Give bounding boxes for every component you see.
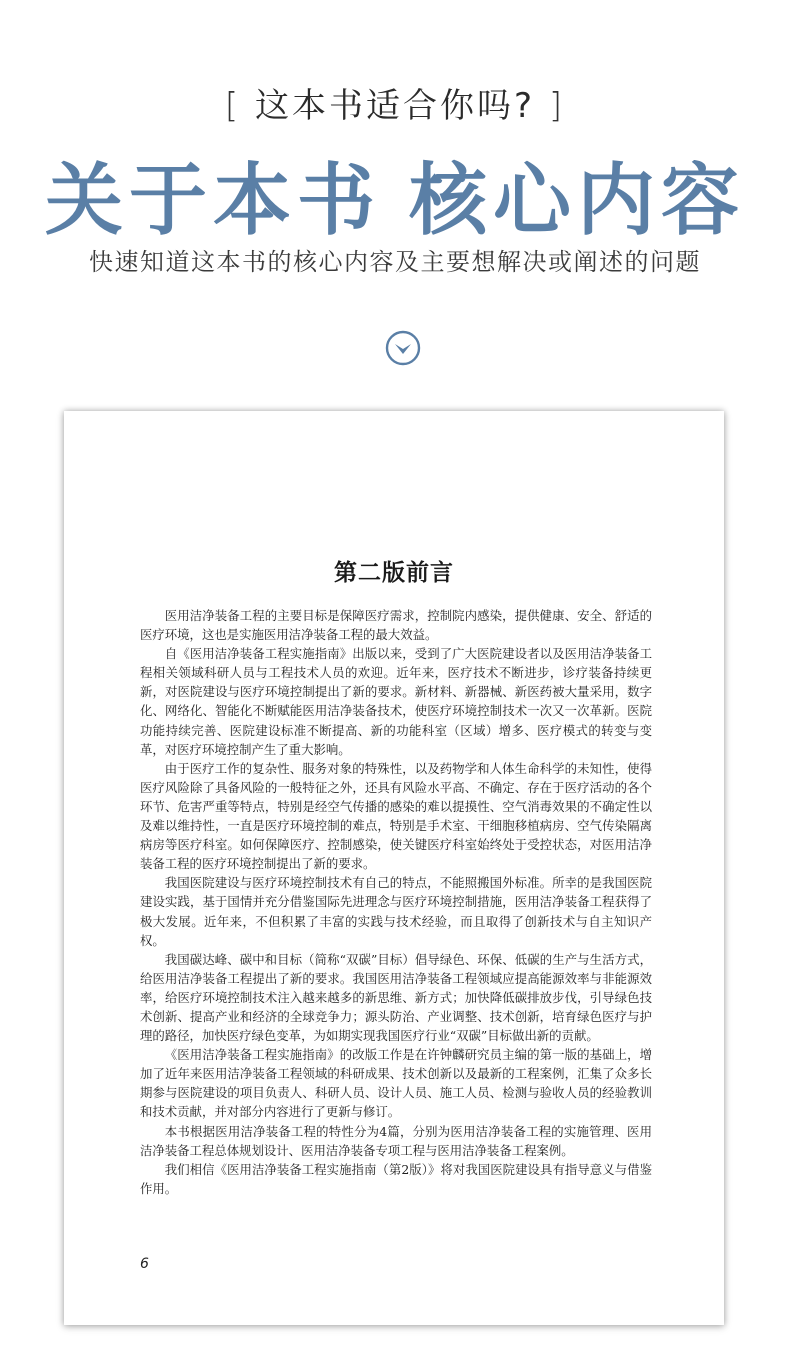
kicker-text: 这本书适合你吗? <box>254 86 536 126</box>
bracket-right: ] <box>548 86 566 126</box>
headline-part-1: 关于本书 <box>44 155 381 246</box>
page-title: 第二版前言 <box>334 559 454 586</box>
bracket-left: [ <box>224 86 242 126</box>
paragraph: 我们相信《医用洁净装备工程实施指南（第2版）》将对我国医院建设具有指导意义与借鉴作用。 <box>140 1161 652 1196</box>
paragraph: 由于医疗工作的复杂性、服务对象的特殊性，以及药物学和人体生命科学的未知性，使得医疗风险除了具备风险的一般特征之外，还具有风险水平高、不确定、存在于医疗活动的各个环节、危害严重等特点，特别是经空气传播的感染的难以提摸性、空气消毒效果的不确定性以及难以维持性，一直是医疗环境控制的难点，特别是手术室、干细胞移植病房、空气传染隔离病房等医疗科室。如何保障医疗、控制感染，使关键医疗科室始终处于受控状态，对医用洁净装备工程的医疗环境控制提出了新的要求。 <box>140 760 652 872</box>
page-number: 6 <box>140 1256 149 1272</box>
kicker-line <box>0 78 790 127</box>
paragraph: 我国医院建设与医疗环境控制技术有自己的特点，不能照搬国外标准。所幸的是我国医院建设实践，基于国情并充分借鉴国际先进理念与医疗环境控制措施，医用洁净装备工程获得了极大发展。近年来，不但积累了丰富的实践与技术经验，而且取得了创新技术与自主知识产权。 <box>140 875 652 948</box>
page-body <box>140 606 652 1198</box>
headline-part-2: 核心内容 <box>409 155 746 246</box>
subhead: 快速知道这本书的核心内容及主要想解决或阐述的问题 <box>89 248 701 276</box>
paragraph: 本书根据医用洁净装备工程的特性分为4篇，分别为医用洁净装备工程的实施管理、医用洁净装备工程总体规划设计、医用洁净装备专项工程与医用洁净装备工程案例。 <box>140 1123 652 1158</box>
paragraph: 医用洁净装备工程的主要目标是保障医疗需求，控制院内感染，提供健康、安全、舒适的医疗环境，这也是实施医用洁净装备工程的最大效益。 <box>140 608 652 643</box>
headline <box>0 138 790 250</box>
book-page <box>64 411 724 1325</box>
paragraph: 自《医用洁净装备工程实施指南》出版以来，受到了广大医院建设者以及医用洁净装备工程相关领域科研人员与工程技术人员的欢迎。近年来，医疗技术不断进步，诊疗装备持续更新，对医院建设与医疗环境控制提出了新的要求。新材料、新器械、新医药被大量采用，数字化、网络化、智能化不断赋能医用洁净装备技术，使医疗环境控制技术一次又一次革新。医院功能持续完善、医院建设标准不断提高、新的功能科室（区域）增多、医疗模式的转变与变革，对医疗环境控制产生了重大影响。 <box>140 646 652 757</box>
paragraph: 我国碳达峰、碳中和目标（简称“双碳”目标）倡导绿色、环保、低碳的生产与生活方式，给医用洁净装备工程提出了新的要求。我国医用洁净装备工程领域应提高能源效率与非能源效率，给医疗环境控制技术注入越来越多的新思维、新方式；加快降低碳排放步伐，引导绿色技术创新、提高产业和经济的全球竞争力；源头防治、产业调整、技术创新，培育绿色医疗与护理的路径，加快医疗绿色变革，为如期实现我国医疗行业“双碳”目标做出新的贡献。 <box>140 951 652 1044</box>
paragraph: 《医用洁净装备工程实施指南》的改版工作是在许钟麟研究员主编的第一版的基础上，增加了近年来医用洁净装备工程领域的科研成果、技术创新以及最新的工程案例，汇集了众多长期参与医院建设的项目负责人、科研人员、设计人员、施工人员、检测与验收人员的经验教训和技术贡献，并对部分内容进行了更新与修订。 <box>140 1047 652 1120</box>
chevron-down-circle-icon <box>385 330 421 366</box>
